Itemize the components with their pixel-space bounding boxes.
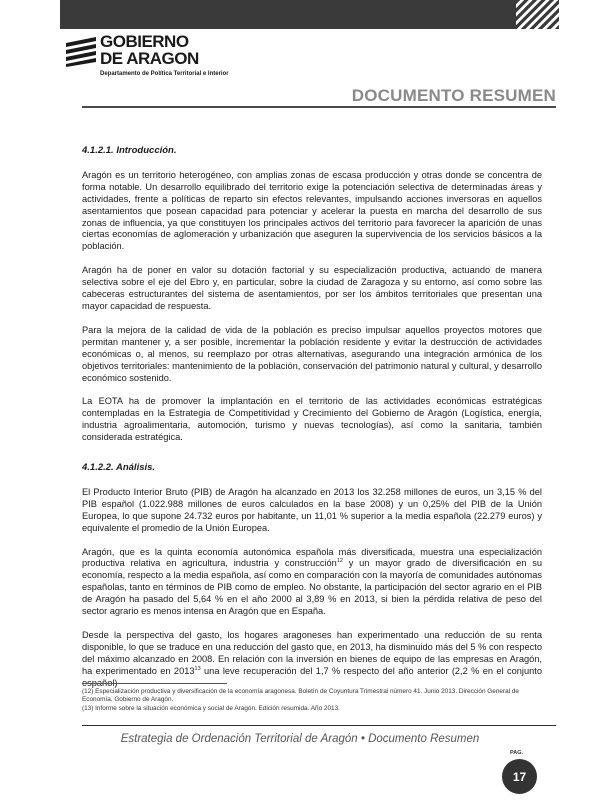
footer-divider [82, 725, 556, 726]
logo-line1: GOBIERNO [100, 32, 189, 51]
paragraph: El Producto Interior Bruto (PIB) de Aragón ha alcanzado en 2013 los 32.258 millones de euros, un 3,15 % del PIB español (1.022.988 millones de euros calculados en la base 2008) y un 0,25% del PIB de la Unión Europea, lo que supone 24.732 euros por habitante, un 11,01 % superior a la media española (22.279 euros) y equivalente el promedio de la Unión Europea. [82, 486, 542, 533]
aragon-emblem-icon [66, 37, 96, 67]
logo-department: Departamento de Política Territorial e Interior [100, 71, 229, 77]
footnote: (13) Informe sobre la situación económica y social de Aragón. Edición resumida. Año 2013. [82, 704, 340, 712]
header-bar [60, 0, 559, 29]
header-stripes [516, 0, 559, 29]
footnote-ref[interactable]: 13 [194, 665, 201, 672]
page-number: 17 [502, 759, 537, 794]
section-heading-analisis: 4.1.2.2. Análisis. [82, 462, 156, 474]
header-divider [82, 106, 556, 108]
page-label: PAG. [510, 750, 524, 756]
paragraph: Aragón es un territorio heterogéneo, con amplias zonas de escasa producción y otras donde se concentra de forma notable. Un desarrollo equilibrado del territorio exige la potenciación selectiva de determinadas áreas y actividades, frente a políticas de reparto sin efectos relevantes, impulsando acciones inversoras en aquellos asentamientos que posean capacidad para potenciar y acelerar la puesta en marcha del desarrollo de sus zonas de influencia, ya que constituyen los principales activos del territorio para favorecer la aparición de unas ciertas economías de aglomeración y urbanización que aseguren la supervivencia de los servicios básicos a la población. [82, 169, 542, 252]
paragraph-text: Desde la perspectiva del gasto, los hogares aragoneses han experimentado una reducción de su renta disponible, lo que se traduce en una reducción del gasto que, en 2013, ha disminuido más del 5 % con respecto del máximo alcanzado en 2008. En relación con la inversión en bienes de equipo de las empresas en Aragón, ha experimentado en 2013 [82, 630, 542, 676]
section-heading-introduccion: 4.1.2.1. Introducción. [82, 145, 177, 156]
footnote-ref[interactable]: 12 [336, 558, 343, 565]
footnote: (12) Especialización productiva y diversificación de la economía aragonesa. Boletín de Coyuntura Trimestral número 41. Junio 2013. Dirección General de Economía. Gobierno de Aragón. [82, 688, 519, 704]
paragraph-text: y un mayor grado de diversificación en su economía, respecto a la media española, así como en comparación con la mayoría de comunidades autónomas españolas, tanto en términos de PIB como de empleo. No obstante, la participación del sector agrario en el PIB de Aragón ha pasado del 5,64 % en el año 2000 al 3,89 % en 2013, si bien la pérdida relativa de peso del sector agrario es menos intensa en Aragón que en España. [82, 558, 542, 617]
paragraph-text: Aragón, que es la quinta economía autonómica española más diversificada, muestra una especialización productiva relativa en agricultura, industria y construcción [82, 546, 542, 569]
paragraph-text: una leve recuperación del 1,7 % respecto del año anterior (2,2 % en el conjunto [204, 665, 542, 676]
document-title: DOCUMENTO RESUMEN [351, 86, 556, 105]
paragraph: Aragón ha de poner en valor su dotación factorial y su especialización productiva, actuando de manera selectiva sobre el eje del Ebro y, en particular, sobre la ciudad de Zaragoza y su entorno, así como sobre las cabeceras estructurantes del sistema de asentamientos, por ser los ámbitos territoriales que presentan una mayor capacidad de respuesta. [82, 265, 542, 311]
government-logo [66, 33, 236, 93]
footnote-divider [82, 683, 227, 684]
footnotes [82, 688, 544, 713]
footer-title: Estrategia de Ordenación Territorial de Aragón • Documento Resumen [120, 733, 480, 745]
paragraph [82, 547, 542, 618]
main-content [82, 145, 542, 702]
logo-line2: DE ARAGON [100, 49, 199, 68]
paragraph [82, 630, 542, 690]
paragraph: Para la mejora de la calidad de vida de la población es preciso impulsar aquellos proyectos motores que permitan mantener y, a ser posible, incrementar la población residente y evitar la destrucción de actividades económicas o, al menos, su reemplazo por otras alternativas, asegurando una integración armónica de los objetivos territoriales: mantenimiento de la población, conservación del patrimonio natural y cultural, y desarrollo económico sostenido. [82, 324, 542, 383]
paragraph: La EOTA ha de promover la implantación en el territorio de las actividades económicas estratégicas contempladas en la Estrategia de Competitividad y Crecimiento del Gobierno de Aragón (Logística, energía, industria agroalimentaria, automoción, turismo y nuevas tecnologías), así como la sanitaria, también considerada estratégica. [82, 396, 542, 443]
